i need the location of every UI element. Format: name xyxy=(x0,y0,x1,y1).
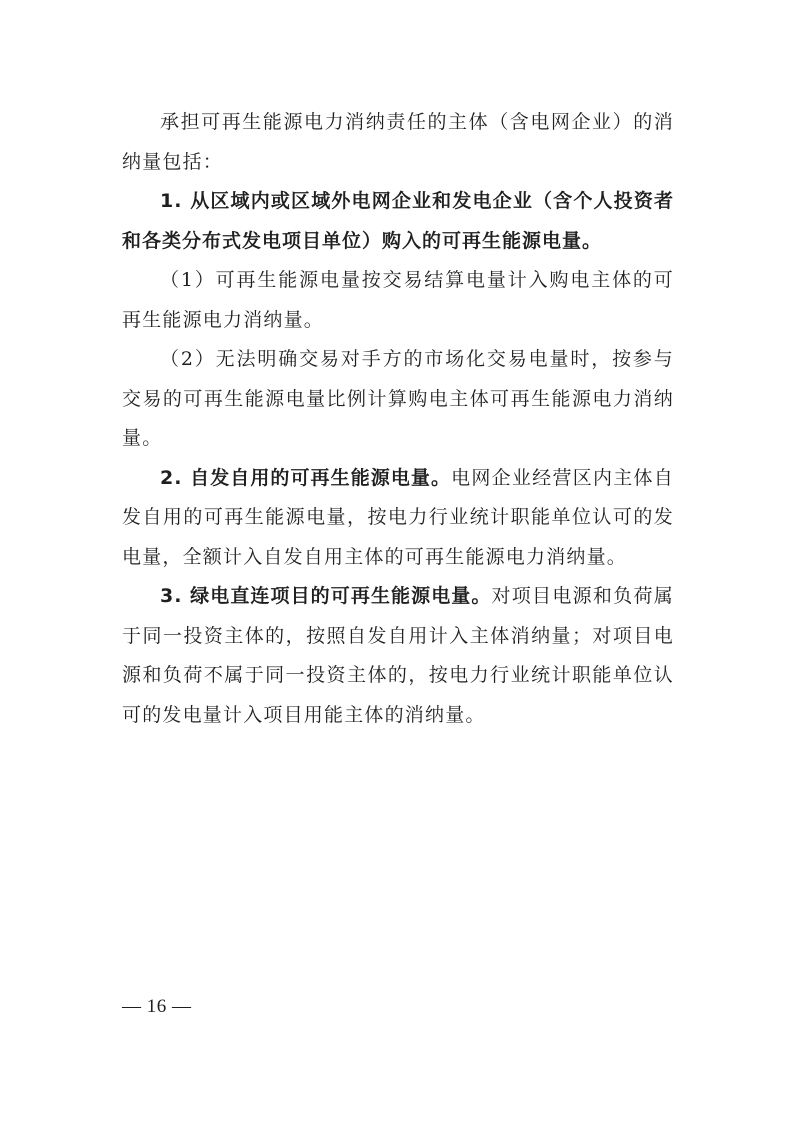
item-1-sub-2-paragraph xyxy=(122,340,674,459)
item-2-body: 电网企业经营区内主体自发自用的可再生能源电量，按电力行业统计职能单位认可的发电量，全额计入自发自用主体的可再生能源电力消纳量。 xyxy=(122,466,675,568)
item-1-sub-1-paragraph xyxy=(122,261,674,340)
item-1-heading: 1. 从区域内或区域外电网企业和发电企业（含个人投资者和各类分布式发电项目单位）购入的可再生能源电量。 xyxy=(122,190,674,252)
item-1-paragraph xyxy=(122,182,674,261)
item-1-sub-2-text: （2）无法明确交易对手方的市场化交易电量时，按参与交易的可再生能源电量比例计算购电主体可再生能源电力消纳量。 xyxy=(122,348,674,449)
item-3-body: 对项目电源和负荷属于同一投资主体的，按照自发自用计入主体消纳量；对项目电源和负荷不属于同一投资主体的，按电力行业统计职能单位认可的发电量计入项目用能主体的消纳量。 xyxy=(122,585,674,726)
item-2-paragraph xyxy=(122,459,674,578)
intro-paragraph: 承担可再生能源电力消纳责任的主体（含电网企业）的消纳量包括： xyxy=(122,111,674,173)
document-body xyxy=(122,103,674,735)
item-1-sub-1-text: （1）可再生能源电量按交易结算电量计入购电主体的可再生能源电力消纳量。 xyxy=(122,269,674,331)
page-number: — 16 — xyxy=(122,996,192,1017)
item-3-heading: 3. 绿电直连项目的可再生能源电量。 xyxy=(160,585,492,607)
item-2-heading: 2. 自发自用的可再生能源电量。 xyxy=(160,466,452,489)
item-3-paragraph xyxy=(122,577,674,735)
